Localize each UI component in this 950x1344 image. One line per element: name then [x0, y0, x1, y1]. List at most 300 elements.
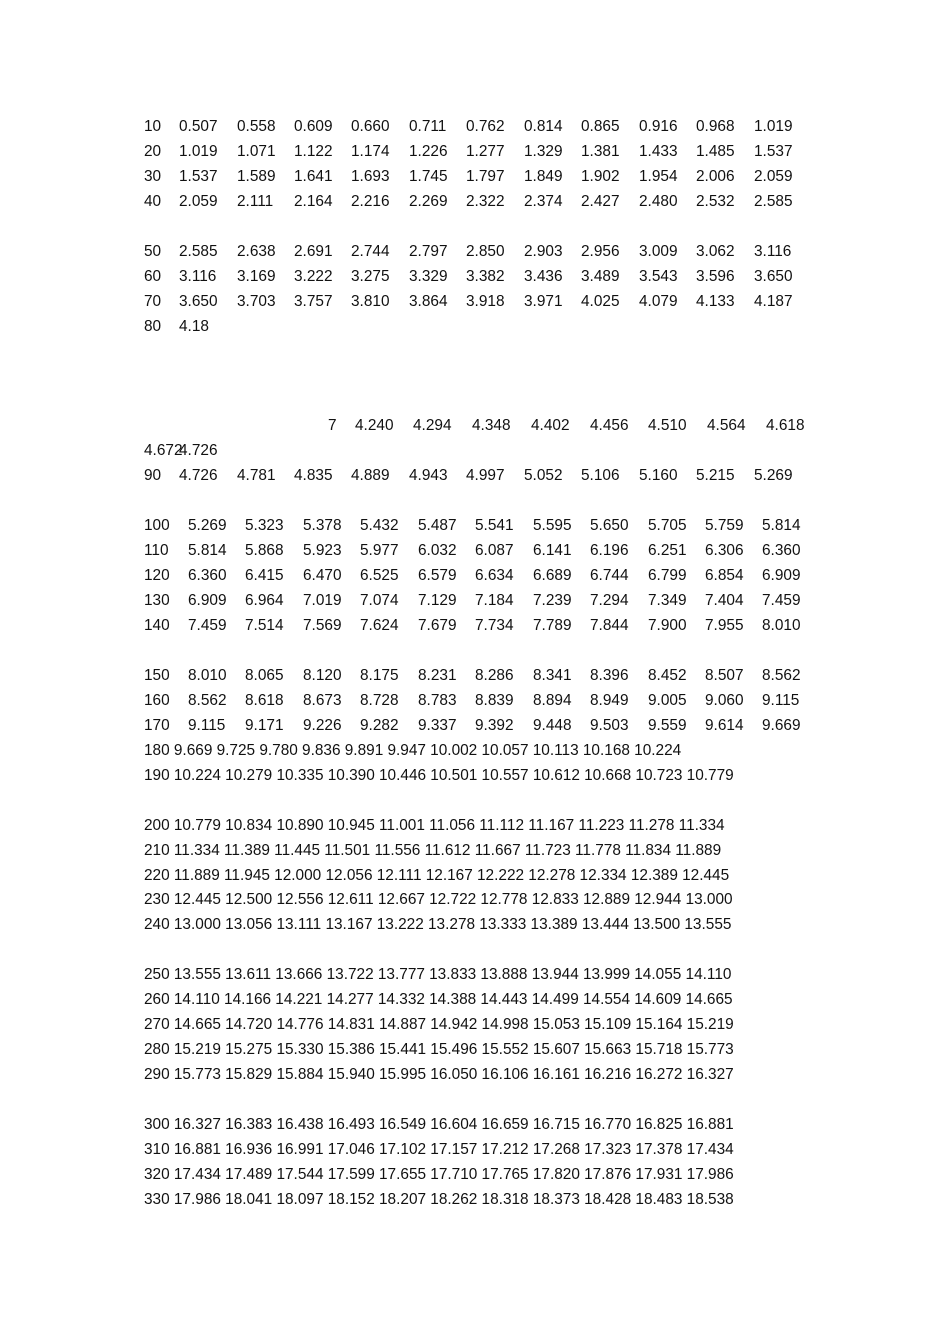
table-cell: 15.663	[584, 1041, 632, 1059]
table-cell: 2.006	[696, 167, 735, 185]
table-cell: 7.789	[533, 617, 572, 634]
table-cell: 2.532	[696, 192, 735, 210]
table-cell: 18.318	[481, 1190, 529, 1208]
table-cell: 2.427	[581, 192, 620, 210]
table-cell: 9.448	[533, 716, 572, 734]
row-label: 40	[144, 192, 162, 210]
table-cell: 16.383	[225, 1116, 273, 1133]
row-label: 120	[144, 567, 170, 585]
table-cell: 5.323	[245, 517, 284, 535]
table-cell: 0.609	[294, 118, 333, 135]
table-cell: 16.327	[173, 1116, 221, 1133]
table-cell: 8.341	[533, 666, 572, 684]
table-cell: 9.115	[762, 691, 800, 709]
table-cell: 3.436	[524, 267, 563, 285]
table-cell: 9.669	[173, 741, 213, 759]
table-cell: 16.881	[686, 1116, 734, 1133]
table-row	[0, 1040, 950, 1060]
table-cell: 2.269	[409, 192, 448, 210]
table-row	[0, 441, 950, 461]
table-cell: 9.891	[344, 741, 384, 759]
table-cell: 4.294	[413, 417, 452, 435]
table-cell: 11.389	[224, 841, 270, 859]
table-cell: 2.374	[524, 192, 563, 210]
table-cell: 13.833	[429, 966, 477, 984]
table-cell: 13.555	[173, 966, 221, 984]
row-label: 310	[144, 1140, 170, 1158]
table-cell: 12.778	[480, 891, 528, 909]
table-cell: 2.691	[294, 242, 333, 260]
table-cell: 10.224	[634, 741, 682, 759]
table-cell: 10.002	[430, 741, 478, 759]
table-row	[0, 242, 950, 262]
table-cell: 11.556	[374, 841, 421, 859]
table-cell: 6.032	[418, 542, 457, 560]
table-cell: 11.501	[324, 841, 371, 859]
table-cell: 6.579	[418, 567, 457, 585]
table-cell: 3.275	[351, 267, 390, 285]
table-cell: 11.834	[625, 841, 672, 859]
table-cell: 1.797	[466, 167, 505, 185]
row-label: 240	[144, 916, 170, 934]
table-cell: 6.689	[533, 567, 572, 585]
table-cell: 5.487	[418, 517, 457, 535]
table-cell: 5.215	[696, 467, 735, 485]
table-cell: 10.779	[686, 766, 734, 784]
table-cell: 13.722	[326, 966, 374, 984]
table-cell: 0.916	[639, 118, 678, 135]
table-cell: 6.525	[360, 567, 399, 585]
table-cell: 10.723	[635, 766, 683, 784]
row-label: 70	[144, 292, 162, 310]
table-cell: 11.056	[429, 816, 476, 834]
table-cell: 8.010	[188, 666, 227, 684]
table-cell: 2.797	[409, 242, 448, 260]
table-cell: 17.157	[430, 1140, 478, 1158]
table-cell: 1.071	[237, 142, 276, 160]
table-cell: 7.019	[303, 592, 342, 610]
row-label: 80	[144, 317, 162, 335]
table-cell: 3.489	[581, 267, 620, 285]
table-row	[0, 591, 950, 611]
table-cell: 8.839	[475, 691, 514, 709]
table-cell: 4.240	[355, 417, 394, 435]
table-cell: 16.106	[481, 1066, 529, 1084]
table-cell: 13.666	[275, 966, 323, 984]
table-cell: 14.887	[379, 1016, 427, 1034]
table-cell: 12.278	[528, 866, 576, 884]
table-cell: 7.459	[762, 592, 801, 610]
table-cell: 5.432	[360, 517, 399, 535]
table-row	[0, 1065, 950, 1085]
table-cell: 7.404	[705, 592, 744, 610]
table-cell: 9.947	[387, 741, 426, 759]
table-cell: 12.111	[376, 866, 422, 884]
table-cell: 12.445	[173, 891, 221, 909]
table-cell: 11.889	[675, 841, 722, 859]
table-cell: 5.923	[303, 542, 342, 560]
table-cell: 4.726	[179, 467, 218, 485]
table-cell: 6.854	[705, 567, 744, 585]
table-cell: 3.596	[696, 267, 735, 285]
table-cell: 7.239	[533, 592, 572, 610]
table-cell: 0.660	[351, 118, 390, 135]
table-row	[0, 666, 950, 686]
table-row	[0, 117, 950, 137]
table-cell: 12.889	[582, 891, 631, 909]
table-row	[0, 516, 950, 536]
table-cell: 17.599	[327, 1165, 375, 1183]
table-cell: 2.956	[581, 242, 620, 260]
table-cell: 12.556	[276, 891, 324, 909]
table-cell: 1.693	[351, 167, 390, 185]
table-cell: 1.433	[639, 142, 678, 160]
table-cell: 15.386	[327, 1041, 375, 1059]
table-cell: 6.251	[648, 542, 687, 560]
blank-line	[0, 217, 950, 237]
row-label: 100	[144, 517, 170, 535]
table-cell: 7.900	[648, 617, 687, 634]
table-row	[0, 890, 950, 910]
table-cell: 5.650	[590, 517, 629, 535]
blank-line	[0, 342, 950, 362]
table-row	[0, 192, 950, 212]
row-label: 10	[144, 118, 162, 135]
table-cell: 4.510	[648, 417, 687, 435]
table-cell: 16.881	[173, 1140, 221, 1158]
table-cell: 13.944	[531, 966, 579, 984]
table-cell: 3.757	[294, 292, 333, 310]
table-cell: 8.120	[303, 666, 342, 684]
table-cell: 14.831	[327, 1016, 375, 1034]
table-cell: 13.111	[276, 916, 322, 934]
row-label: 250	[144, 966, 170, 984]
table-cell: 6.360	[188, 567, 227, 585]
table-cell: 14.332	[377, 991, 425, 1009]
table-cell: 1.381	[581, 142, 620, 160]
table-cell: 2.744	[351, 242, 390, 260]
table-cell: 2.585	[179, 242, 218, 260]
table-cell: 15.829	[225, 1066, 273, 1084]
table-cell: 15.884	[276, 1066, 324, 1084]
row-label: 60	[144, 267, 162, 285]
table-cell: 5.052	[524, 467, 563, 485]
row-label: 290	[144, 1066, 170, 1084]
table-cell: 16.549	[379, 1116, 427, 1133]
table-cell: 1.019	[754, 118, 793, 135]
table-cell: 16.493	[327, 1116, 375, 1133]
table-cell: 9.503	[590, 716, 629, 734]
table-cell: 6.909	[188, 592, 227, 610]
table-cell: 6.909	[762, 567, 801, 585]
table-cell: 3.062	[696, 242, 735, 260]
table-cell: 13.611	[225, 966, 272, 984]
row-label: 110	[144, 542, 169, 560]
table-row	[0, 1165, 950, 1185]
table-cell: 1.277	[466, 142, 505, 160]
table-cell: 16.272	[635, 1066, 683, 1084]
table-cell: 15.219	[686, 1016, 734, 1034]
table-cell: 15.607	[532, 1041, 580, 1059]
table-cell: 17.986	[686, 1165, 734, 1183]
table-cell: 16.770	[584, 1116, 632, 1133]
table-cell: 3.703	[237, 292, 276, 310]
table-cell: 13.500	[633, 916, 681, 934]
table-cell: 2.480	[639, 192, 678, 210]
table-cell: 7.955	[705, 617, 744, 634]
table-cell: 1.122	[294, 142, 333, 160]
table-cell: 15.552	[481, 1041, 529, 1059]
table-cell: 13.777	[377, 966, 425, 984]
table-cell: 6.470	[303, 567, 342, 585]
table-cell: 8.507	[705, 666, 744, 684]
table-cell: 7.129	[418, 592, 457, 610]
table-cell: 3.810	[351, 292, 390, 310]
row-label: 50	[144, 242, 162, 260]
table-cell: 2.638	[237, 242, 276, 260]
table-cell: 10.335	[276, 766, 324, 784]
table-cell: 5.160	[639, 467, 678, 485]
table-cell: 16.825	[635, 1116, 683, 1133]
table-cell: 8.728	[360, 691, 399, 709]
table-cell: 5.269	[188, 517, 227, 535]
table-cell: 14.554	[582, 991, 631, 1009]
row-label: 280	[144, 1041, 170, 1059]
table-cell: 9.115	[188, 716, 226, 734]
row-label: 160	[144, 691, 170, 709]
table-cell: 1.537	[754, 142, 793, 160]
table-row	[0, 741, 950, 761]
table-cell: 1.329	[524, 142, 563, 160]
table-cell: 7.624	[360, 617, 399, 634]
row-label: 30	[144, 167, 162, 185]
table-cell: 5.759	[705, 517, 744, 535]
table-cell: 16.991	[276, 1140, 324, 1158]
table-cell: 10.168	[582, 741, 630, 759]
table-cell: 0.762	[466, 118, 505, 135]
table-cell: 3.329	[409, 267, 448, 285]
table-cell: 7.349	[648, 592, 687, 610]
table-cell: 7.679	[418, 617, 457, 634]
table-cell: 11.723	[524, 841, 571, 859]
table-cell: 17.046	[327, 1140, 375, 1158]
table-cell: 14.166	[224, 991, 272, 1009]
table-cell: 16.161	[532, 1066, 580, 1084]
table-cell: 4.997	[466, 467, 505, 485]
blank-line	[0, 1090, 950, 1110]
table-cell: 11.112	[479, 816, 525, 834]
table-cell: 12.000	[274, 866, 322, 884]
table-row	[0, 1015, 950, 1035]
table-cell: 15.718	[635, 1041, 683, 1059]
table-cell: 6.634	[475, 567, 514, 585]
table-cell: 15.053	[532, 1016, 580, 1034]
table-cell: 5.269	[754, 467, 793, 485]
table-cell: 17.876	[584, 1165, 632, 1183]
table-cell: 17.268	[532, 1140, 580, 1158]
table-cell: 18.262	[430, 1190, 478, 1208]
table-cell: 8.175	[360, 666, 399, 684]
table-cell: 2.059	[754, 167, 793, 185]
table-cell: 15.109	[584, 1016, 632, 1034]
table-cell: 14.110	[685, 966, 732, 984]
table-cell: 8.231	[418, 666, 457, 684]
table-cell: 1.745	[409, 167, 448, 185]
table-cell: 13.222	[376, 916, 424, 934]
table-cell: 4.781	[237, 467, 276, 485]
table-cell: 14.942	[430, 1016, 478, 1034]
table-row	[0, 866, 950, 886]
table-cell: 4.726	[179, 442, 218, 460]
table-cell: 7.734	[475, 617, 514, 634]
table-cell: 7.184	[475, 592, 514, 610]
row-label: 4.672	[144, 442, 183, 460]
table-cell: 3.009	[639, 242, 678, 260]
table-cell: 3.650	[179, 292, 218, 310]
table-cell: 8.673	[303, 691, 342, 709]
row-label: 220	[144, 866, 170, 884]
table-cell: 11.167	[528, 816, 575, 834]
table-cell: 10.890	[276, 816, 324, 834]
table-cell: 1.589	[237, 167, 276, 185]
table-cell: 15.496	[430, 1041, 478, 1059]
table-cell: 11.667	[474, 841, 521, 859]
table-cell: 4.618	[766, 417, 805, 435]
table-cell: 8.396	[590, 666, 629, 684]
row-label: 270	[144, 1016, 170, 1034]
table-cell: 5.705	[648, 517, 687, 535]
table-cell: 12.056	[325, 866, 373, 884]
table-cell: 7.569	[303, 617, 342, 634]
table-row	[0, 841, 950, 861]
table-cell: 17.986	[173, 1190, 221, 1208]
table-cell: 9.614	[705, 716, 744, 734]
table-cell: 8.618	[245, 691, 284, 709]
table-row	[0, 1190, 950, 1210]
table-cell: 16.604	[430, 1116, 478, 1133]
table-row	[0, 541, 950, 561]
table-cell: 0.558	[237, 118, 276, 135]
table-cell: 4.133	[696, 292, 735, 310]
table-cell: 5.977	[360, 542, 399, 560]
table-cell: 12.167	[425, 866, 473, 884]
table-cell: 13.389	[530, 916, 578, 934]
table-cell: 5.541	[475, 517, 514, 535]
table-row	[0, 965, 950, 985]
table-cell: 18.041	[225, 1190, 273, 1208]
table-cell: 6.360	[762, 542, 801, 560]
table-cell: 18.097	[276, 1190, 324, 1208]
table-cell: 12.611	[327, 891, 374, 909]
table-cell: 15.441	[379, 1041, 427, 1059]
table-cell: 17.489	[225, 1165, 273, 1183]
table-cell: 13.444	[581, 916, 629, 934]
table-cell: 14.720	[225, 1016, 273, 1034]
table-cell: 5.814	[188, 542, 227, 560]
table-cell: 4.187	[754, 292, 793, 310]
table-cell: 13.333	[479, 916, 527, 934]
table-cell: 1.902	[581, 167, 620, 185]
table-cell: 14.776	[276, 1016, 324, 1034]
table-cell: 10.834	[225, 816, 273, 834]
table-cell: 17.323	[584, 1140, 632, 1158]
table-cell: 12.722	[429, 891, 477, 909]
table-cell: 3.382	[466, 267, 505, 285]
table-cell: 1.019	[179, 142, 218, 160]
row-label: 320	[144, 1165, 170, 1183]
table-cell: 4.079	[639, 292, 678, 310]
table-cell: 12.389	[630, 866, 678, 884]
table-cell: 14.110	[173, 991, 220, 1009]
table-cell: 9.392	[475, 716, 514, 734]
table-cell: 14.388	[429, 991, 477, 1009]
table-cell: 9.780	[259, 741, 298, 759]
table-cell: 14.609	[634, 991, 682, 1009]
table-cell: 9.282	[360, 716, 399, 734]
table-cell: 17.212	[481, 1140, 529, 1158]
table-cell: 10.501	[430, 766, 478, 784]
table-cell: 12.334	[579, 866, 627, 884]
table-cell: 2.216	[351, 192, 390, 210]
table-cell: 12.667	[377, 891, 425, 909]
table-cell: 4.835	[294, 467, 333, 485]
table-cell: 16.050	[430, 1066, 478, 1084]
table-row	[0, 566, 950, 586]
table-cell: 8.286	[475, 666, 514, 684]
table-cell: 8.010	[762, 617, 801, 634]
table-cell: 17.655	[379, 1165, 427, 1183]
table-cell: 17.102	[379, 1140, 427, 1158]
row-label: 190	[144, 766, 170, 784]
table-cell: 2.059	[179, 192, 218, 210]
table-cell: 18.428	[584, 1190, 632, 1208]
table-cell: 11.778	[574, 841, 621, 859]
table-cell: 11.334	[173, 841, 220, 859]
table-cell: 17.765	[481, 1165, 529, 1183]
table-cell: 8.783	[418, 691, 457, 709]
table-cell: 6.306	[705, 542, 744, 560]
table-cell: 10.612	[532, 766, 580, 784]
table-cell: 14.443	[480, 991, 528, 1009]
blank-line	[0, 940, 950, 960]
blank-line	[0, 391, 950, 411]
table-cell: 17.820	[532, 1165, 580, 1183]
table-cell: 14.998	[481, 1016, 529, 1034]
row-label: 130	[144, 592, 170, 610]
row-label: 300	[144, 1116, 170, 1133]
table-row	[0, 416, 950, 436]
table-cell: 15.330	[276, 1041, 324, 1059]
table-cell: 18.152	[327, 1190, 375, 1208]
table-cell: 15.164	[635, 1016, 683, 1034]
table-cell: 17.544	[276, 1165, 324, 1183]
row-label: 330	[144, 1190, 170, 1208]
table-cell: 13.000	[685, 891, 733, 909]
table-cell: 16.715	[532, 1116, 580, 1133]
table-cell: 13.000	[173, 916, 221, 934]
table-cell: 4.889	[351, 467, 390, 485]
table-cell: 5.378	[303, 517, 342, 535]
blank-line	[0, 367, 950, 387]
row-label: 7	[328, 417, 337, 435]
table-cell: 1.174	[351, 142, 390, 160]
table-cell: 11.445	[274, 841, 321, 859]
table-cell: 8.065	[245, 666, 284, 684]
table-cell: 12.944	[634, 891, 682, 909]
table-cell: 16.438	[276, 1116, 324, 1133]
table-cell: 9.226	[303, 716, 342, 734]
table-cell: 14.665	[173, 1016, 221, 1034]
